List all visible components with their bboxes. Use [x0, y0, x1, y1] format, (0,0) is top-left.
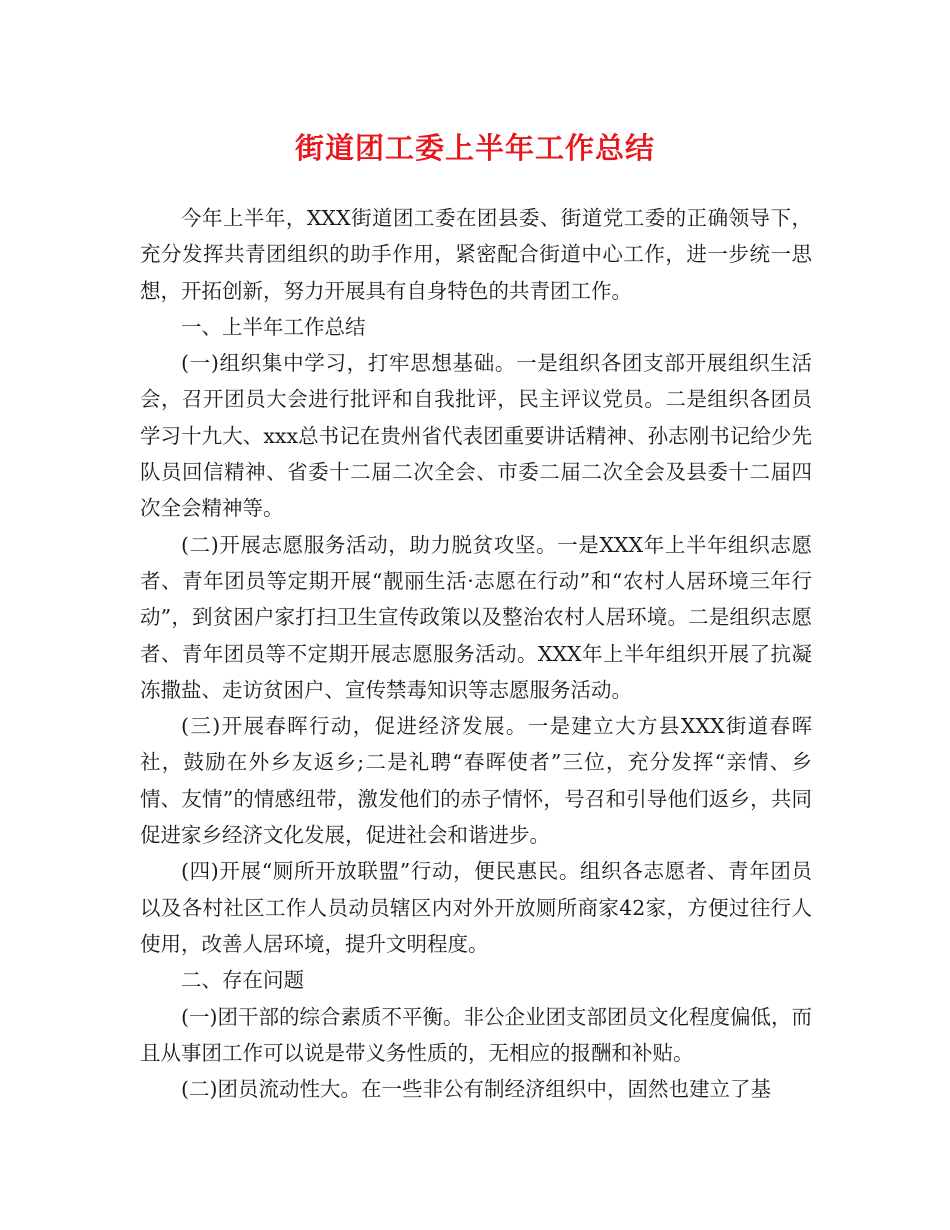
paragraph-volunteer: (二)开展志愿服务活动，助力脱贫攻坚。一是XXX年上半年组织志愿者、青年团员等定期开展“靓丽生活·志愿在行动”和“农村人居环境三年行动”，到贫困户家打扫卫生宣传政策以及整治农村人居环境。二是组织志愿者、青年团员等不定期开展志愿服务活动。XXX年上半年组织开展了抗凝冻撒盐、走访贫困户、宣传禁毒知识等志愿服务活动。 — [140, 532, 812, 702]
paragraph-toilet: (四)开展“厕所开放联盟”行动，便民惠民。组织各志愿者、青年团员以及各村社区工作人员动员辖区内对外开放厕所商家42家，方便过往行人使用，改善人居环境，提升文明程度。 — [140, 859, 812, 956]
intro-paragraph: 今年上半年，XXX街道团工委在团县委、街道党工委的正确领导下，充分发挥共青团组织的助手作用，紧密配合街道中心工作，进一步统一思想，开拓创新，努力开展具有自身特色的共青团工作。 — [140, 206, 812, 303]
paragraph-chunhui: (三)开展春晖行动，促进经济发展。一是建立大方县XXX街道春晖社，鼓励在外乡友返乡;二是礼聘“春晖使者”三位，充分发挥“亲情、乡情、友情”的情感纽带，激发他们的赤子情怀，号召和引导他们返乡，共同促进家乡经济文化发展，促进社会和谐进步。 — [140, 714, 812, 848]
paragraph-problem-2: (二)团员流动性大。在一些非公有制经济组织中，固然也建立了基 — [181, 1077, 771, 1102]
document-title: 街道团工委上半年工作总结 — [294, 131, 655, 165]
paragraph-study: (一)组织集中学习，打牢思想基础。一是组织各团支部开展组织生活会，召开团员大会进行批评和自我批评，民主评议党员。二是组织各团员学习十九大、xxx总书记在贵州省代表团重要讲话精神、孙志刚书记给少先队员回信精神、省委十二届二次全会、市委二届二次全会及县委十二届四次全会精神等。 — [140, 351, 812, 521]
section-heading-problems: 二、存在问题 — [181, 968, 304, 993]
document-body — [140, 200, 812, 1107]
paragraph-problem-1: (一)团干部的综合素质不平衡。非公企业团支部团员文化程度偏低，而且从事团工作可以说是带义务性质的，无相应的报酬和补贴。 — [140, 1004, 812, 1065]
section-heading-summary: 一、上半年工作总结 — [181, 314, 366, 339]
